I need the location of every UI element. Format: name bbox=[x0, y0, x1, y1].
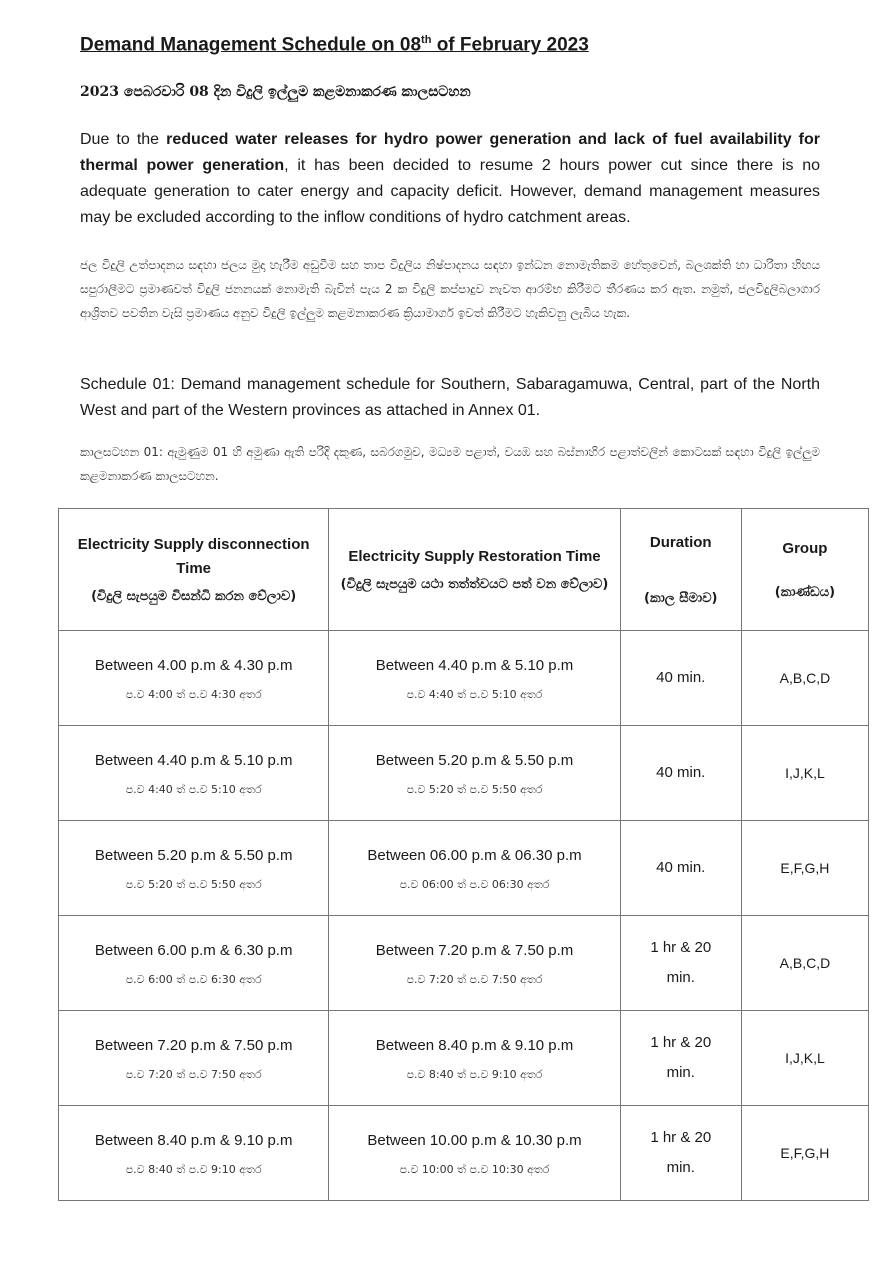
schedule-paragraph-sinhala: කාලසටහන 01: ඇමුණුම 01 හි අමුණා ඇති පරිදි දකුණ, සබරගමුව, මධ්‍යම පළාත්, වයඹ සහ බස්නාහිර පළාත්වලින් කොටසක් සඳහා විදුලි ඉල්ලුම කළමනාකරණ කාලසටහන. bbox=[80, 445, 820, 483]
disconnection-cell: Between 6.00 p.m & 6.30 p.m ප.ව 6:00 ත් ප.ව 6:30 අතර bbox=[59, 916, 329, 1011]
intro-paragraph-sinhala: ජල විදුලි උත්පාදනය සඳහා ජලය මුදා හැරීම අඩුවීම සහ තාප විදුලිය නිෂ්පාදනය සඳහා ඉන්ධන නොමැතිකම හේතුවෙන්, බලශක්ති හා ධාරිතා හිඟය සපුරාලීමට ප්‍රමාණවත් විදුලි ජනනයක් නොමැති බැවින් පැය 2 ක විදුලි කප්පාදුව නැවත ආරම්භ කිරීමට තීරණය කර ඇත. නමුත්, ජලවිදුලිබලාගාර ආශ්‍රිතව පවතින වැසි ප්‍රමාණය අනුව විදුලි ඉල්ලුම කළමනාකරණ ක්‍රියාමාර්ග ඉවත් කිරීමට හැකිවනු ලැබිය හැක. bbox=[80, 258, 820, 320]
restoration-cell: Between 06.00 p.m & 06.30 p.m ප.ව 06:00 ත් ප.ව 06:30 අතර bbox=[329, 821, 620, 916]
header-restoration: Electricity Supply Restoration Time (විදුලි සැපයුම යථා තත්ත්වයට පත් වන වේලාව) bbox=[329, 509, 620, 631]
restoration-cell: Between 4.40 p.m & 5.10 p.m ප.ව 4:40 ත් ප.ව 5:10 අතර bbox=[329, 631, 620, 726]
duration-cell: 40 min. bbox=[620, 821, 741, 916]
table-row bbox=[59, 916, 869, 1011]
group-cell: E,F,G,H bbox=[741, 1106, 868, 1201]
duration-cell: 1 hr & 20 min. bbox=[620, 1106, 741, 1201]
duration-cell: 1 hr & 20 min. bbox=[620, 1011, 741, 1106]
group-cell: I,J,K,L bbox=[741, 1011, 868, 1106]
restoration-cell: Between 5.20 p.m & 5.50 p.m ප.ව 5:20 ත් ප.ව 5:50 අතර bbox=[329, 726, 620, 821]
disconnection-cell: Between 7.20 p.m & 7.50 p.m ප.ව 7:20 ත් ප.ව 7:50 අතර bbox=[59, 1011, 329, 1106]
sinhala-title: 2023 පෙබරවාරි 08 දින විදුලි ඉල්ලුම කළමනාකරණ කාලසටහන bbox=[80, 84, 471, 100]
disconnection-cell: Between 8.40 p.m & 9.10 p.m ප.ව 8:40 ත් ප.ව 9:10 අතර bbox=[59, 1106, 329, 1201]
group-cell: I,J,K,L bbox=[741, 726, 868, 821]
table-row bbox=[59, 1011, 869, 1106]
disconnection-cell: Between 5.20 p.m & 5.50 p.m ප.ව 5:20 ත් ප.ව 5:50 අතර bbox=[59, 821, 329, 916]
table-row bbox=[59, 631, 869, 726]
disconnection-cell: Between 4.40 p.m & 5.10 p.m ප.ව 4:40 ත් ප.ව 5:10 අතර bbox=[59, 726, 329, 821]
restoration-cell: Between 10.00 p.m & 10.30 p.m ප.ව 10:00 ත් ප.ව 10:30 අතර bbox=[329, 1106, 620, 1201]
duration-cell: 40 min. bbox=[620, 726, 741, 821]
group-cell: A,B,C,D bbox=[741, 631, 868, 726]
header-disconnection: Electricity Supply disconnection Time (විදුලි සැපයුම විසන්ධි කරන වේලාව) bbox=[59, 509, 329, 631]
group-cell: A,B,C,D bbox=[741, 916, 868, 1011]
header-duration: Duration (කාල සීමාව) bbox=[620, 509, 741, 631]
restoration-cell: Between 8.40 p.m & 9.10 p.m ප.ව 8:40 ත් ප.ව 9:10 අතර bbox=[329, 1011, 620, 1106]
intro-paragraph: Due to the reduced water releases for hydro power generation and lack of fuel availability for thermal power generation, it has been decided to resume 2 hours power cut since there is no adequate generation to cater energy and capacity deficit. However, demand management measures may be excluded according to the inflow conditions of hydro catchment areas. bbox=[80, 131, 821, 226]
restoration-cell: Between 7.20 p.m & 7.50 p.m ප.ව 7:20 ත් ප.ව 7:50 අතර bbox=[329, 916, 620, 1011]
duration-cell: 40 min. bbox=[620, 631, 741, 726]
table-row bbox=[59, 726, 869, 821]
table-row bbox=[59, 821, 869, 916]
duration-cell: 1 hr & 20 min. bbox=[620, 916, 741, 1011]
schedule-table bbox=[58, 508, 869, 1201]
header-group: Group (කාණ්ඩය) bbox=[741, 509, 868, 631]
group-cell: E,F,G,H bbox=[741, 821, 868, 916]
table-row bbox=[59, 1106, 869, 1201]
schedule-paragraph: Schedule 01: Demand management schedule for Southern, Sabaragamuwa, Central, part of the North West and part of the Western provinces as attached in Annex 01. bbox=[80, 376, 820, 419]
page-title: Demand Management Schedule on 08th of February 2023 bbox=[80, 34, 589, 56]
table-header-row bbox=[59, 509, 869, 631]
disconnection-cell: Between 4.00 p.m & 4.30 p.m ප.ව 4:00 ත් ප.ව 4:30 අතර bbox=[59, 631, 329, 726]
